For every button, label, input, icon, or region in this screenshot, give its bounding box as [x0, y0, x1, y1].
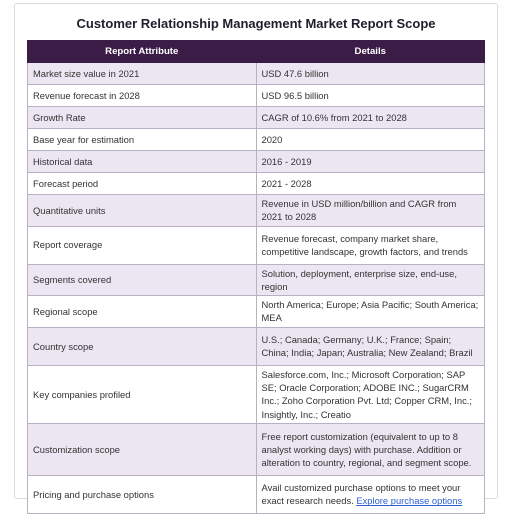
row-attribute: Regional scope [28, 296, 257, 328]
row-details: CAGR of 10.6% from 2021 to 2028 [256, 107, 485, 129]
row-attribute: Growth Rate [28, 107, 257, 129]
row-details: 2016 - 2019 [256, 151, 485, 173]
row-attribute: Key companies profiled [28, 365, 257, 423]
row-attribute: Country scope [28, 327, 257, 365]
table-row [28, 475, 485, 513]
table-row [28, 151, 485, 173]
table-row [28, 129, 485, 151]
table-row [28, 107, 485, 129]
row-details: 2020 [256, 129, 485, 151]
row-details: Free report customization (equivalent to up to 8 analyst working days) with purchase. Addition or alteration to country, regional, and segment scope. [256, 423, 485, 475]
explore-purchase-options-link[interactable]: Explore purchase options [356, 495, 463, 507]
table-row [28, 365, 485, 423]
row-details: USD 47.6 billion [256, 63, 485, 85]
table-title: Customer Relationship Management Market Report Scope [76, 16, 436, 31]
row-attribute: Base year for estimation [28, 129, 257, 151]
table-header-row [28, 41, 485, 63]
row-attribute: Historical data [28, 151, 257, 173]
row-attribute: Report coverage [28, 226, 257, 264]
table-row [28, 264, 485, 296]
table-row [28, 173, 485, 195]
pricing-details-text: Avail customized purchase options to meet your exact research needs. [261, 482, 461, 507]
row-attribute: Revenue forecast in 2028 [28, 85, 257, 107]
row-attribute: Forecast period [28, 173, 257, 195]
row-details: Revenue forecast, company market share, competitive landscape, growth factors, and trends [256, 226, 485, 264]
row-details [256, 475, 485, 513]
row-details: North America; Europe; Asia Pacific; South America; MEA [256, 296, 485, 328]
row-details: Solution, deployment, enterprise size, end-use, region [256, 264, 485, 296]
report-scope-table [27, 40, 485, 514]
table-row [28, 296, 485, 328]
row-details: U.S.; Canada; Germany; U.K.; France; Spain; China; India; Japan; Australia; New Zealand; Brazil [256, 327, 485, 365]
row-details: USD 96.5 billion [256, 85, 485, 107]
row-attribute: Pricing and purchase options [28, 475, 257, 513]
row-attribute: Customization scope [28, 423, 257, 475]
row-details: 2021 - 2028 [256, 173, 485, 195]
table-row [28, 423, 485, 475]
row-attribute: Market size value in 2021 [28, 63, 257, 85]
report-scope-card [14, 3, 498, 507]
row-attribute: Segments covered [28, 264, 257, 296]
row-attribute: Quantitative units [28, 195, 257, 227]
header-report-attribute: Report Attribute [28, 41, 257, 63]
row-details: Revenue in USD million/billion and CAGR from 2021 to 2028 [256, 195, 485, 227]
table-row [28, 226, 485, 264]
table-row [28, 63, 485, 85]
table-row [28, 195, 485, 227]
row-details: Salesforce.com, Inc.; Microsoft Corporation; SAP SE; Oracle Corporation; ADOBE INC.; SugarCRM Inc.; Zoho Corporation Pvt. Ltd; Copper CRM, Inc.; Insightly, Inc.; Creatio [256, 365, 485, 423]
table-row [28, 85, 485, 107]
table-row [28, 327, 485, 365]
header-details: Details [256, 41, 485, 63]
